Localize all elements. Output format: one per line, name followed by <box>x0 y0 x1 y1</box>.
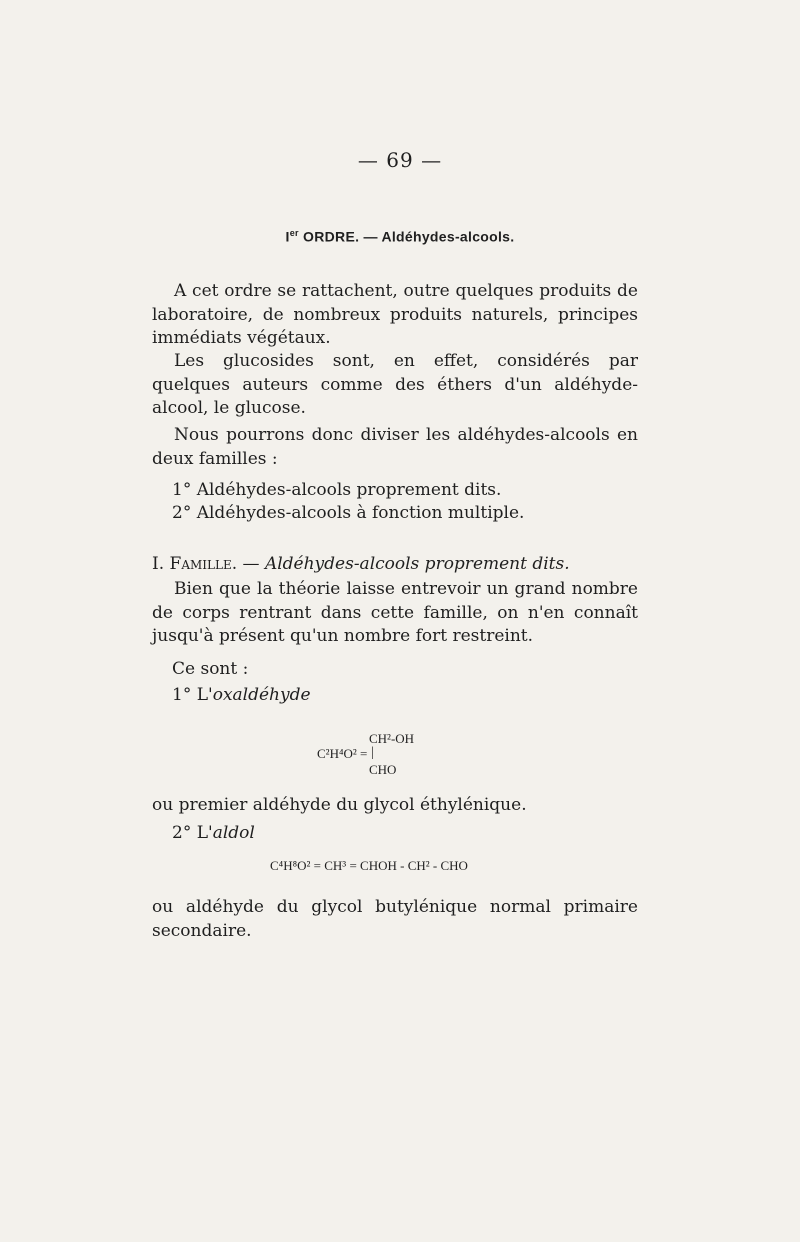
ce-sont-line: Ce sont : <box>172 659 249 679</box>
aldol-num: 2° <box>172 823 197 843</box>
section-ordinal-sup: er <box>289 228 299 238</box>
list-item-2: 2° Aldéhydes-alcools à fonction multiple. <box>172 503 525 523</box>
paragraph-glucosides: Les glucosides sont, en effet, considérés par quelques auteurs comme des éthers d'un aldéhyde-alcool, le glucose. <box>152 351 638 418</box>
oxal-num: 1° <box>172 685 197 705</box>
paragraph-division: Nous pourrons donc diviser les aldéhydes-alcools en deux familles : <box>152 425 638 469</box>
section-ordinal: I <box>285 228 290 245</box>
famille-heading <box>152 553 638 577</box>
paragraph-glycol: ou premier aldéhyde du glycol éthylénique. <box>152 795 527 815</box>
oxal-name: oxaldéhyde <box>212 685 311 705</box>
formula1-left: C²H⁴O² = <box>317 746 368 761</box>
paragraph-intro: A cet ordre se rattachent, outre quelques produits de laboratoire, de nombreux produits naturels, principes immédiats végétaux. <box>152 281 638 348</box>
section-label: ORDRE. — Aldéhydes-alcools. <box>303 228 515 245</box>
page-number: — 69 — <box>357 148 443 172</box>
section-heading <box>0 228 800 245</box>
formula1-bottom: CHO <box>369 762 397 777</box>
aldol-line <box>172 822 658 846</box>
aldol-name: aldol <box>212 823 255 843</box>
paragraph-theory: Bien que la théorie laisse entrevoir un grand nombre de corps rentrant dans cette famille, on n'en connaît jusqu'à présent qu'un nombre fort restreint. <box>152 579 638 646</box>
famille-dash: . — <box>231 554 265 574</box>
aldol-article: L' <box>196 823 213 843</box>
oxal-article: L' <box>196 685 213 705</box>
formula1-bond: | <box>371 745 374 760</box>
oxaldehyde-line <box>172 684 658 708</box>
famille-label: Famille <box>169 554 232 574</box>
paragraph-butylenique: ou aldéhyde du glycol butylénique normal primaire secondaire. <box>152 897 638 941</box>
formula1-top: CH²-OH <box>369 731 415 746</box>
famille-prefix: I. <box>152 554 170 574</box>
famille-title: Aldéhydes-alcools proprement dits. <box>264 554 570 574</box>
list-item-1: 1° Aldéhydes-alcools proprement dits. <box>172 480 502 500</box>
formula2: C⁴H⁸O² = CH³ = CHOH - CH² - CHO <box>270 858 468 873</box>
